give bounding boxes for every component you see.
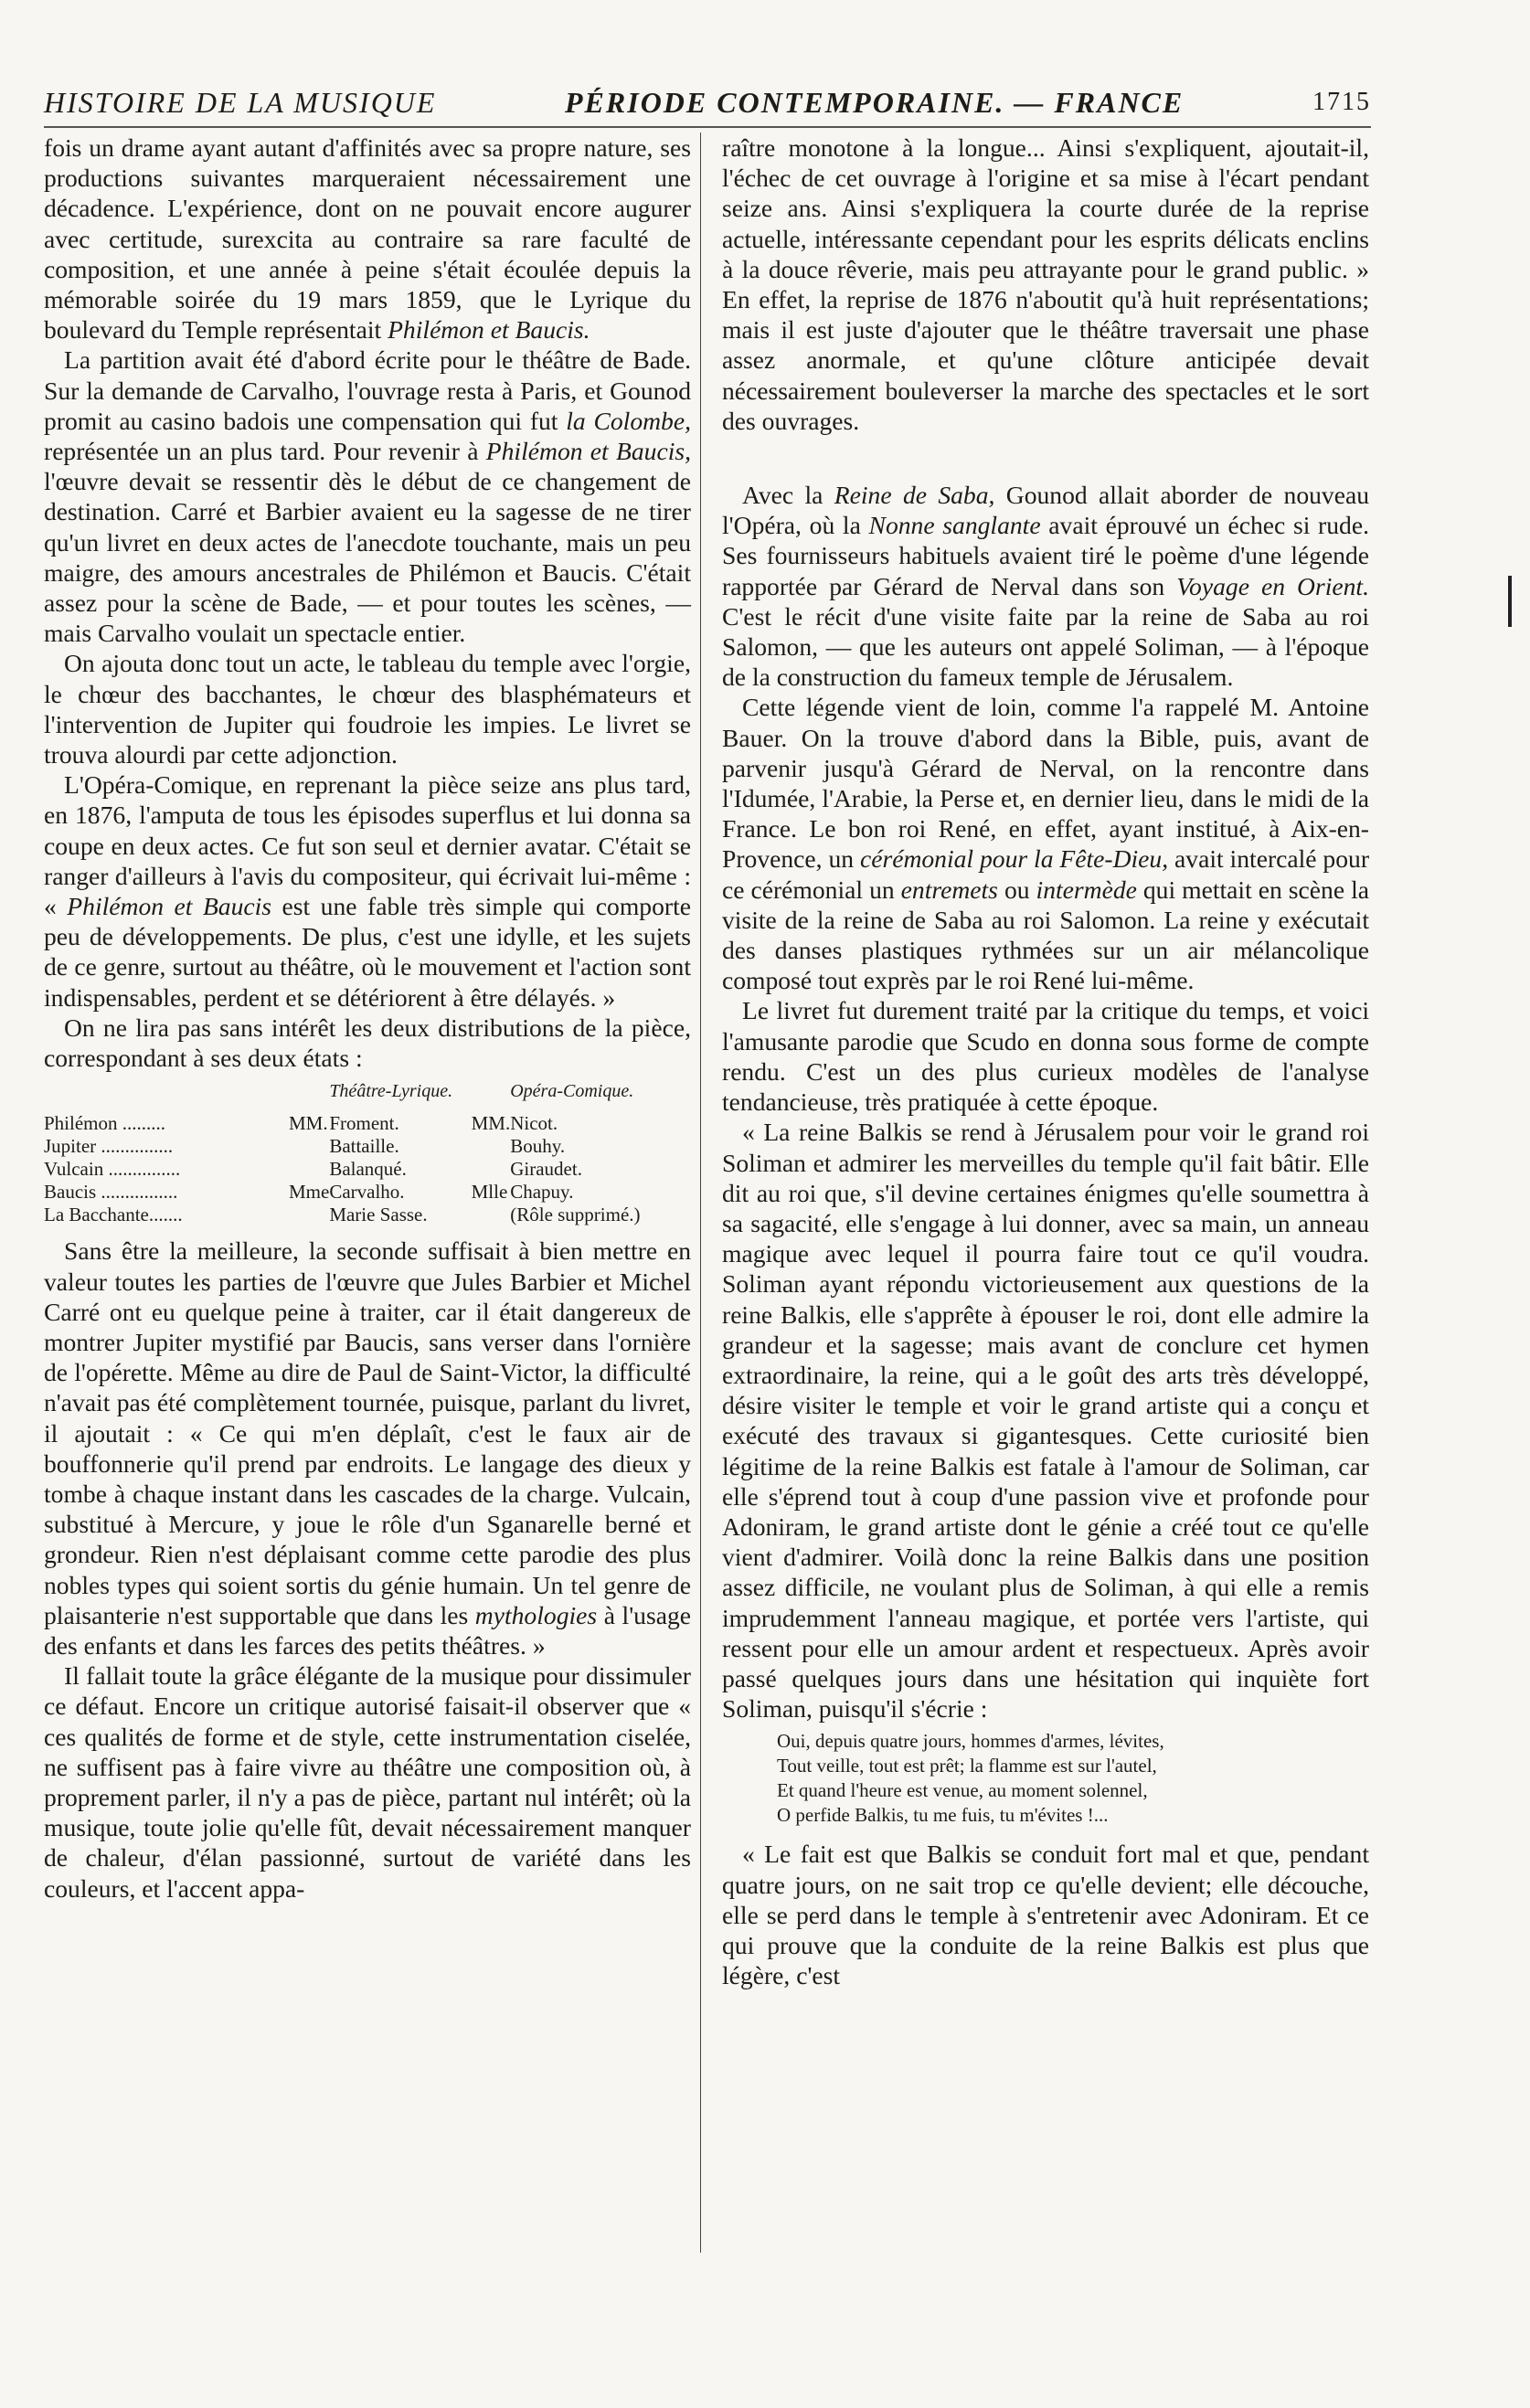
running-header xyxy=(44,80,1371,128)
cast-row: Baucis ................ Mme Carvalho. Mlle Chapuy. xyxy=(44,1181,574,1204)
header-opera-comique: Opéra-Comique. xyxy=(510,1081,634,1102)
paragraph: Cette légende vient de loin, comme l'a rappelé M. Antoine Bauer. On la trouve d'abord dans la Bible, puis, avant de parvenir jusqu'à Gérard de Nerval, on la rencontre dans l'Idumée, l'Arabie, la Perse et, en dernier lieu, dans le midi de la France. Le bon roi René, en effet, ayant institué, à Aix-en-Provence, un cérémonial pour la Fête-Dieu, avait intercalé pour ce cérémonial un entremets ou intermède qui mettait en scène la visite de la reine de Saba au roi Salomon. La reine y exécutait des danses plastiques rythmées sur un air mélancolique composé tout exprès par le roi René lui-même. xyxy=(722,693,1370,995)
cast-table xyxy=(44,1080,691,1226)
verse-line: Tout veille, tout est prêt; la flamme est sur l'autel, xyxy=(777,1755,1157,1777)
header-right-title: PÉRIODE CONTEMPORAINE. — FRANCE xyxy=(565,86,1185,119)
paragraph: « La reine Balkis se rend à Jérusalem pour voir le grand roi Soliman et admirer les merveilles du temple qu'il fait bâtir. Elle dit au roi que, s'il devine certaines énigmes qu'elle soumettra à sa sagacité, elle s'engage à lui donner, avec sa main, un anneau magique avec lequel il pourra faire tout ce qu'il voudra. Soliman ayant répondu victorieusement aux questions de la reine Balkis, elle s'apprête à épouser le roi, dont elle admire la grandeur et la sagesse; mais avant de conclure cet hymen extraordinaire, la reine, qui a le goût des arts très développé, désire visiter le temple et voir le grand artiste qui a conçu et exécuté des travaux si gigantesques. Cette curiosité bien légitime de la reine Balkis est fatale à l'amour de Soliman, car elle s'éprend tout à coup d'une passion vive et profonde pour Adoniram, le grand artiste dont le génie a créé tout ce qu'elle vient d'admirer. Voilà donc la reine Balkis dans une position assez difficile, ne voulant plus de Soliman, à qui elle a remis imprudemment l'anneau magique, et portée vers l'artiste, qui ressent pour elle un amour ardent et respectueux. Après avoir passé quelques jours dans une hésitation qui inquiète fort Soliman, puisqu'il s'écrie : xyxy=(722,1118,1369,1724)
header-left-title: HISTOIRE DE LA MUSIQUE xyxy=(44,86,437,119)
cast-row: La Bacchante....... Marie Sasse. (Rôle supprimé.) xyxy=(44,1204,641,1226)
margin-mark xyxy=(1508,576,1512,627)
paragraph: On ne lira pas sans intérêt les deux distributions de la pièce, correspondant à ses deux états : xyxy=(44,1013,691,1073)
cast-table-header xyxy=(44,1080,691,1112)
paragraph: Avec la Reine de Saba, Gounod allait aborder de nouveau l'Opéra, où la Nonne sanglante avait éprouvé un échec si rude. Ses fournisseurs habituels avaient tiré le poème d'une légende rapportée par Gérard de Nerval dans son Voyage en Orient. C'est le récit d'une visite faite par la reine de Saba au roi Salomon, — que les auteurs ont appelé Soliman, — à l'époque de la construction du fameux temple de Jérusalem. xyxy=(722,481,1369,692)
cast-row: Vulcain ............... Balanqué. Giraudet. xyxy=(44,1158,582,1181)
paragraph: L'Opéra-Comique, en reprenant la pièce seize ans plus tard, en 1876, l'amputa de tous les épisodes superflus et lui donna sa coupe en deux actes. Ce fut son seul et dernier avatar. C'était se ranger d'ailleurs à l'avis du compositeur, qui écrivait lui-même : « Philémon et Baucis est une fable très simple qui comporte peu de développements. De plus, c'est une idylle, et les sujets de ce genre, surtout au théâtre, où le mouvement et l'action sont indispensables, perdent et se détériorent à être délayés. » xyxy=(44,770,691,1012)
paragraph: Il fallait toute la grâce élégante de la musique pour dissimuler ce défaut. Encore un critique autorisé faisait-il observer que « ces qualités de forme et de style, cette instrumentation ciselée, ne suffisent pas à faire vivre au théâtre une composition où, à proprement parler, il n'y a pas de pièce, partant nul intérêt; où la musique, toute jolie qu'elle fût, devait nécessairement manquer de chaleur, d'élan passionné, surtout de variété dans les couleurs, et l'accent appa- xyxy=(44,1661,691,1903)
page-number: 1715 xyxy=(1312,88,1371,116)
cast-row: Jupiter ............... Battaille. Bouhy. xyxy=(44,1135,566,1158)
column-divider xyxy=(700,133,701,2253)
paragraph: La partition avait été d'abord écrite pour le théâtre de Bade. Sur la demande de Carvalho, l'ouvrage resta à Paris, et Gounod promit au casino badois une compensation qui fut la Colombe, représentée un an plus tard. Pour revenir à Philémon et Baucis, l'œuvre devait se ressentir dès le début de ce changement de destination. Carré et Barbier avaient eu la sagesse de ne tirer qu'un livret en deux actes de l'anecdote touchante, mais un peu maigre, des amours ancestrales de Philémon et Baucis. C'était assez pour la scène de Bade, — et pour toutes les scènes, — mais Carvalho voulait un spectacle entier. xyxy=(44,345,692,648)
paragraph: Le livret fut durement traité par la critique du temps, et voici l'amusante parodie que Scudo en donna sous forme de compte rendu. C'est un des plus curieux modèles de l'analyse tendancieuse, très pratiquée à cette époque. xyxy=(722,996,1369,1117)
paragraph: raître monotone à la longue... Ainsi s'expliquent, ajoutait-il, l'échec de cet ouvrage à l'origine et sa mise à l'écart pendant seize ans. Ainsi s'expliquera la courte durée de la reprise actuelle, intéressante cependant pour les esprits délicats enclins à la douce rêverie, mais peu attrayante pour le grand public. » En effet, la reprise de 1876 n'aboutit qu'à huit représentations; mais il est juste d'ajouter que le théâtre traversait une phase assez anormale, et qu'une clôture anticipée devait nécessairement bouleverser la marche des spectacles et le sort des ouvrages. xyxy=(722,133,1369,435)
left-column xyxy=(44,133,691,1904)
paragraph: Sans être la meilleure, la seconde suffisait à bien mettre en valeur toutes les parties de l'œuvre que Jules Barbier et Michel Carré ont eu quelque peine à traiter, car il était dangereux de montrer Jupiter mystifié par Baucis, sans verser dans l'ornière de l'opérette. Même au dire de Paul de Saint-Victor, la difficulté n'avait pas été complètement tournée, puisque, parlant du livret, il ajoutait : « Ce qui m'en déplaît, c'est le faux air de bouffonnerie qu'il prend par endroits. Le langage des dieux y tombe à chaque instant dans les cascades de la charge. Vulcain, substitué à Mercure, y joue le rôle d'un Sganarelle berné et grondeur. Rien n'est déplaisant comme cette parodie des plus nobles types qui soient sortis du génie humain. Un tel genre de plaisanterie n'est supportable que dans les mythologies à l'usage des enfants et dans les farces des petits théâtres. » xyxy=(44,1236,691,1660)
paragraph: « Le fait est que Balkis se conduit fort mal et que, pendant quatre jours, on ne sait trop ce qu'elle devient; elle découche, elle se perd dans le temple à s'entretenir avec Adoniram. Et ce qui prouve que la conduite de la reine Balkis est plus que légère, c'est xyxy=(722,1840,1369,1990)
header-theatre-lyrique: Théâtre-Lyrique. xyxy=(329,1081,453,1102)
paragraph: fois un drame ayant autant d'affinités avec sa propre nature, ses productions suivantes marqueraient nécessairement une décadence. L'expérience, dont on ne pouvait encore augurer avec certitude, surexcita au contraire sa rare faculté de composition, et une année à peine s'était écoulée depuis la mémorable soirée du 19 mars 1859, que le Lyrique du boulevard du Temple représentait Philémon et Baucis. xyxy=(44,133,691,345)
verse-line: Et quand l'heure est venue, au moment solennel, xyxy=(777,1779,1148,1802)
right-column xyxy=(722,133,1369,1990)
verse-quote xyxy=(777,1729,1369,1828)
verse-line: Oui, depuis quatre jours, hommes d'armes, lévites, xyxy=(777,1730,1164,1753)
verse-line: O perfide Balkis, tu me fuis, tu m'évites !... xyxy=(777,1804,1109,1827)
cast-row: Philémon ......... MM. Froment. MM. Nicot. xyxy=(44,1112,558,1135)
paragraph: On ajouta donc tout un acte, le tableau du temple avec l'orgie, le chœur des bacchantes, le chœur des blasphémateurs et l'intervention de Jupiter qui foudroie les impies. Le livret se trouva alourdi par cette adjonction. xyxy=(44,649,691,769)
